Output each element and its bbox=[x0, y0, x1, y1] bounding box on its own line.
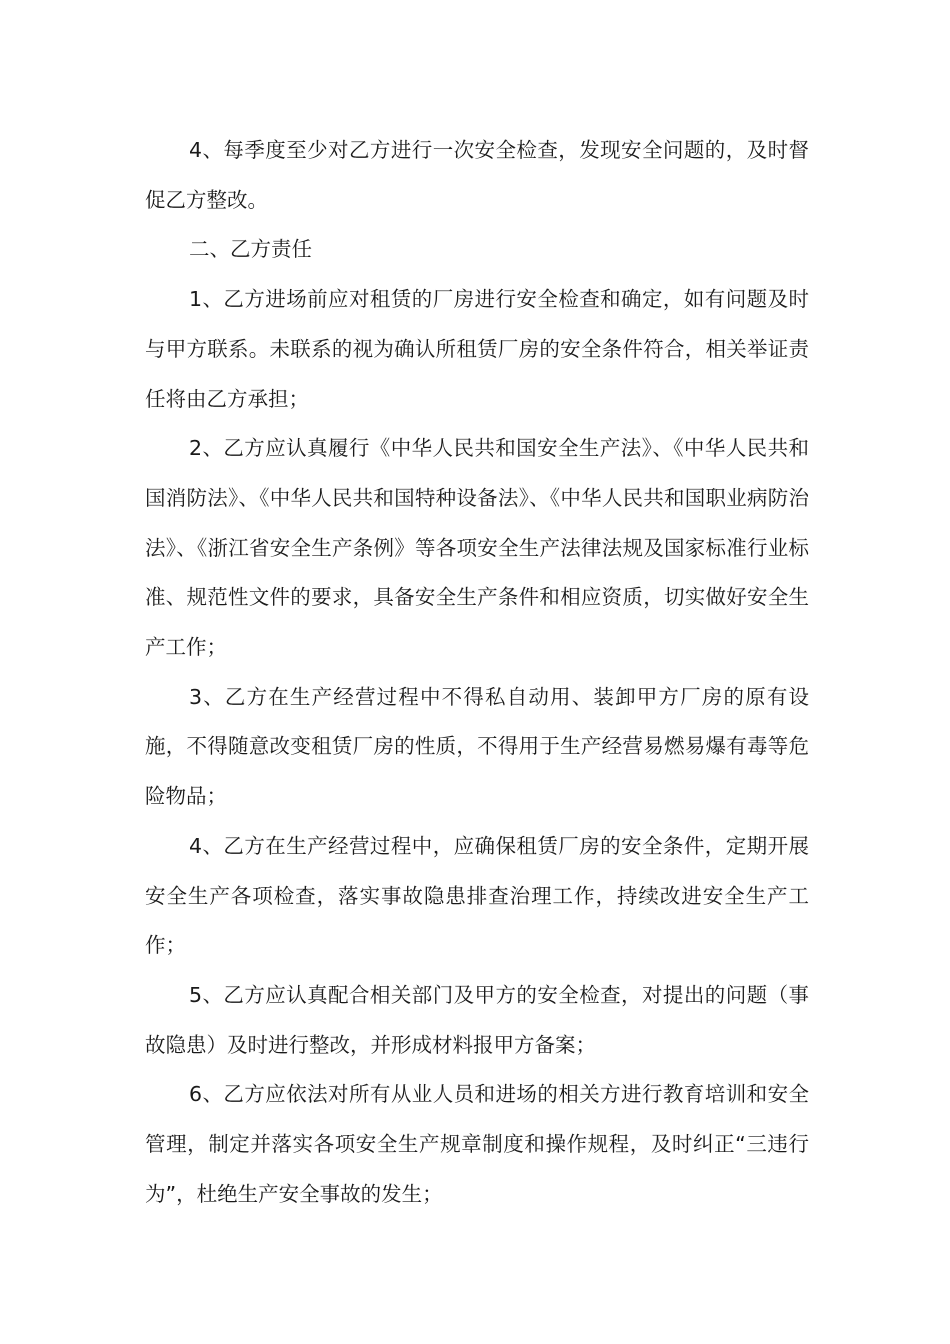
paragraph-item-4-inspection: 4、每季度至少对乙方进行一次安全检查，发现安全问题的，及时督促乙方整改。 bbox=[145, 138, 809, 212]
paragraph-item-1-entry-inspection: 1、乙方进场前应对租赁的厂房进行安全检查和确定，如有问题及时与甲方联系。未联系的视为确认所租赁厂房的安全条件符合，相关举证责任将由乙方承担； bbox=[145, 287, 809, 411]
paragraph-item-5-cooperation: 5、乙方应认真配合相关部门及甲方的安全检查，对提出的问题（事故隐患）及时进行整改，并形成材料报甲方备案； bbox=[145, 982, 809, 1057]
paragraph-item-4-safety-conditions: 4、乙方在生产经营过程中，应确保租赁厂房的安全条件，定期开展安全生产各项检查，落实事故隐患排查治理工作，持续改进安全生产工作； bbox=[145, 833, 809, 958]
paragraph-item-3-facility-restrictions: 3、乙方在生产经营过程中不得私自动用、装卸甲方厂房的原有设施，不得随意改变租赁厂房的性质，不得用于生产经营易燃易爆有毒等危险物品； bbox=[145, 684, 809, 809]
paragraph-item-6-training: 6、乙方应依法对所有从业人员和进场的相关方进行教育培训和安全管理，制定并落实各项安全生产规章制度和操作规程，及时纠正“三违行为”，杜绝生产安全事故的发生； bbox=[145, 1082, 809, 1206]
section-heading-party-b-responsibility: 二、乙方责任 bbox=[189, 237, 312, 262]
document-body bbox=[145, 126, 809, 1219]
paragraph-item-2-laws-compliance: 2、乙方应认真履行《中华人民共和国安全生产法》、《中华人民共和国消防法》、《中华人民共和国特种设备法》、《中华人民共和国职业病防治法》、《浙江省安全生产条例》等各项安全生产法律法规及国家标准行业标准、规范性文件的要求，具备安全生产条件和相应资质，切实做好安全生产工作； bbox=[145, 436, 809, 660]
